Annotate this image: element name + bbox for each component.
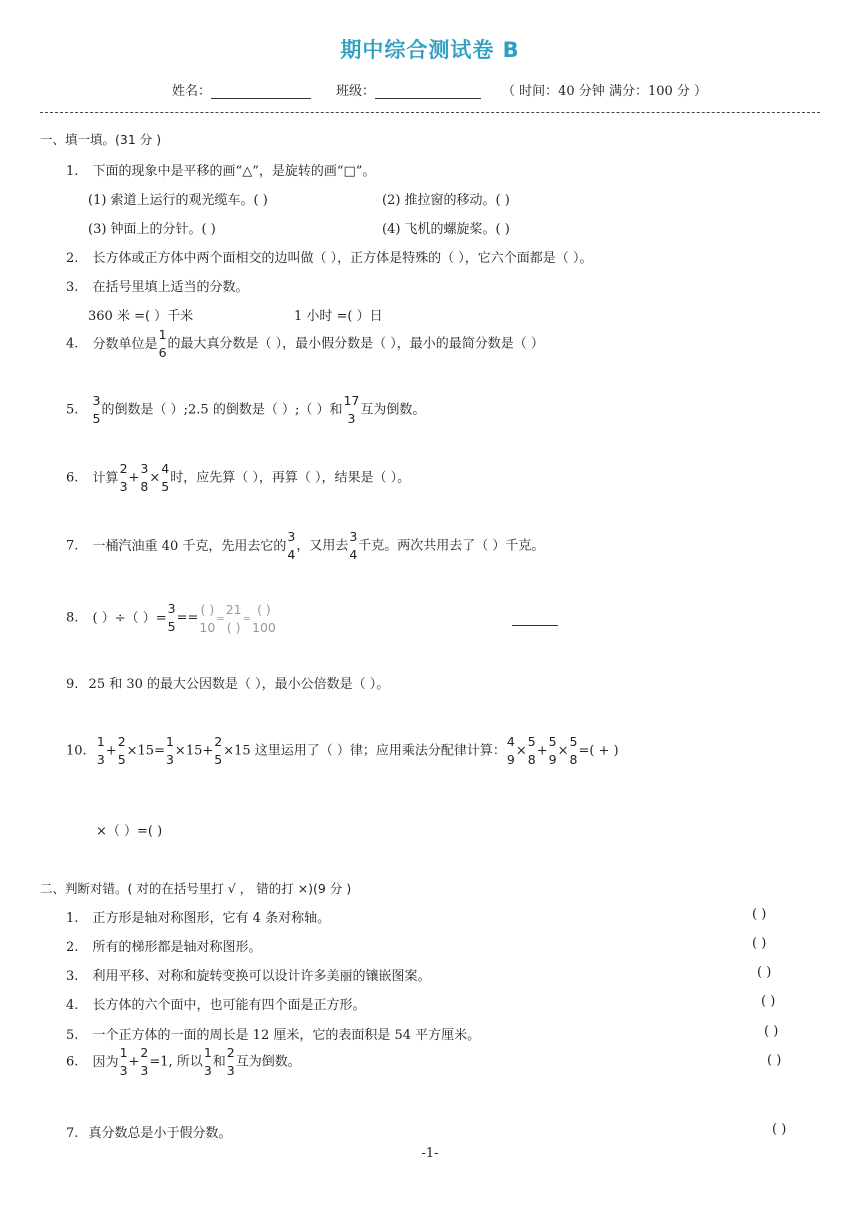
item-number: 1. [66,911,79,926]
q8-text-1: ( ）÷（ ）= [92,610,167,626]
item-number: 2. [66,940,79,955]
fraction: 1 3 [203,1045,212,1078]
judge-item [66,907,330,926]
fraction: 21 ( ) [225,602,242,635]
section1-heading: 一、填一填。(31 分 ) [40,132,162,147]
page-number: -1- [421,1146,439,1161]
fraction: 2 5 [214,734,223,767]
fraction: ( ) 100 [252,602,276,635]
q10-text-4: =( + ) [578,743,619,759]
q5 [66,392,425,428]
times-operator: × [515,743,527,759]
fraction: 3 8 [140,461,149,494]
times-operator: × [149,470,161,486]
q3-part-a: 360 米 =( ）千米 [88,309,194,324]
fraction: 3 4 [349,529,358,562]
q1 [66,160,375,179]
q8-equals: == [176,610,199,626]
equals-sign: = [242,613,252,625]
q7-number: 7. [66,538,79,554]
name-label: 姓名： [172,84,212,99]
fraction: 5 8 [569,734,578,767]
fraction: 3 4 [287,529,296,562]
fraction: 5 9 [548,734,557,767]
class-blank[interactable] [375,83,481,99]
q8-faded-equation [198,602,276,635]
fraction: 1 3 [96,734,105,767]
q7-text-1: 一桶汽油重 40 千克，先用去它的 [92,538,287,554]
q6-number: 6. [66,470,79,486]
fraction: 2 3 [140,1045,149,1078]
q1-number: 1. [66,164,79,179]
times-operator: × [557,743,569,759]
item-number: 7. [66,1126,79,1141]
q2 [66,247,592,266]
q6 [66,460,410,496]
item-text: 正方形是轴对称图形，它有 4 条对称轴。 [92,911,331,926]
q1-item-4: (4) 飞机的螺旋桨。( ) [382,222,510,237]
fraction: 3 5 [92,393,101,426]
page-title: 期中综合测试卷 B [340,38,520,62]
item-number: 4. [66,998,79,1013]
equals-sign: = [216,613,225,625]
class-label: 班级： [336,84,376,99]
fraction: 2 3 [119,461,128,494]
q3-text: 在括号里填上适当的分数。 [92,280,249,295]
judge-item [66,1024,480,1043]
fraction: 2 5 [117,734,126,767]
q6-text-1: 计算 [92,470,119,486]
item-text-4: 互为倒数。 [235,1054,301,1070]
item-number: 3. [66,969,79,984]
judge-item [66,936,262,955]
class-field [336,80,481,99]
item-text: 一个正方体的一面的周长是 12 厘米，它的表面积是 54 平方厘米。 [92,1028,481,1043]
plus-operator: + [536,743,548,759]
fraction: 3 5 [167,601,176,634]
q3 [66,276,249,295]
item-text: 所有的梯形都是轴对称图形。 [92,940,262,955]
q6-text-2: 时，应先算（ ），再算（ ），结果是（ ）。 [170,470,411,486]
q7-text-2: ，又用去 [296,538,349,554]
name-field [172,80,311,99]
q1-item-3: (3) 钟面上的分针。( ) [88,222,216,237]
fraction: 1 6 [158,327,167,360]
answer-paren[interactable]: ( ) [767,1053,782,1068]
q4-text-2: 的最大真分数是（ ），最小假分数是（ ），最小的最简分数是（ ） [167,336,544,352]
q4 [66,326,544,362]
judge-item-6 [66,1044,301,1080]
answer-paren[interactable]: ( ) [772,1122,787,1137]
q4-number: 4. [66,336,79,352]
q10-text-1: ×15= [126,743,165,759]
q10-number: 10. [66,743,87,759]
plus-operator: + [105,743,117,759]
q7 [66,528,544,564]
q9-text: 25 和 30 的最大公因数是（ ），最小公倍数是（ ）。 [88,677,390,692]
q3-number: 3. [66,280,79,295]
fraction: 2 3 [226,1045,235,1078]
q10-line-2: ×（ ）=( ) [96,824,163,839]
time-info: （ 时间：40 分钟 满分：100 分 ） [502,84,708,99]
q10-text-2: ×15+ [174,743,214,759]
q4-text-1: 分数单位是 [92,336,158,352]
q5-number: 5. [66,402,79,418]
q2-text: 长方体或正方体中两个面相交的边叫做（ ），正方体是特殊的（ ），它六个面都是（ ）。 [92,251,593,266]
answer-paren[interactable]: ( ) [752,936,767,951]
fraction: 4 5 [161,461,170,494]
section2-heading: 二、判断对错。( 对的在括号里打 √ ， 错的打 ×)(9 分 ) [40,881,352,896]
q7-text-3: 千克。两次共用去了（ ）千克。 [358,538,545,554]
plus-operator: + [128,470,140,486]
q3-part-b: 1 小时 =( ）日 [294,309,383,324]
fraction: 4 9 [506,734,515,767]
answer-paren[interactable]: ( ) [752,907,767,922]
q1-text: 下面的现象中是平移的画“△”，是旋转的画“□”。 [92,164,376,179]
item-text: 利用平移、对称和旋转变换可以设计许多美丽的镶嵌图案。 [92,969,431,984]
item-text-1: 因为 [92,1054,119,1070]
judge-item-7 [66,1122,232,1141]
q8 [66,600,277,637]
q9-number: 9. [66,677,79,692]
answer-line[interactable] [512,625,558,626]
plus-operator: + [128,1054,140,1070]
fraction: 1 3 [119,1045,128,1078]
fraction: ( ) 10 [199,602,216,635]
q10 [66,733,619,769]
judge-item [66,965,431,984]
q1-item-2: (2) 推拉窗的移动。( ) [382,193,510,208]
q10-text-3: ×15 这里运用了（ ）律；应用乘法分配律计算： [223,743,506,759]
item-number: 6. [66,1054,79,1070]
q5-text-2: 互为倒数。 [360,402,426,418]
answer-paren[interactable]: ( ) [757,965,772,980]
name-blank[interactable] [211,83,311,99]
item-text-2: =1, 所以 [149,1054,203,1070]
item-text: 真分数总是小于假分数。 [88,1126,232,1141]
q1-item-1: (1) 索道上运行的观光缆车。( ) [88,193,268,208]
fraction: 1 3 [165,734,174,767]
item-text: 长方体的六个面中，也可能有四个面是正方形。 [92,998,366,1013]
item-number: 5. [66,1028,79,1043]
answer-paren[interactable]: ( ) [764,1024,779,1039]
fraction: 5 8 [527,734,536,767]
q9 [66,673,389,692]
fraction: 17 3 [343,393,360,426]
judge-item [66,994,366,1013]
item-text-3: 和 [212,1054,226,1070]
header-divider [40,112,820,113]
answer-paren[interactable]: ( ) [761,994,776,1009]
q5-text-1: 的倒数是（ ）;2.5 的倒数是（ ）;（ ）和 [101,402,343,418]
q2-number: 2. [66,251,79,266]
q8-number: 8. [66,610,79,626]
